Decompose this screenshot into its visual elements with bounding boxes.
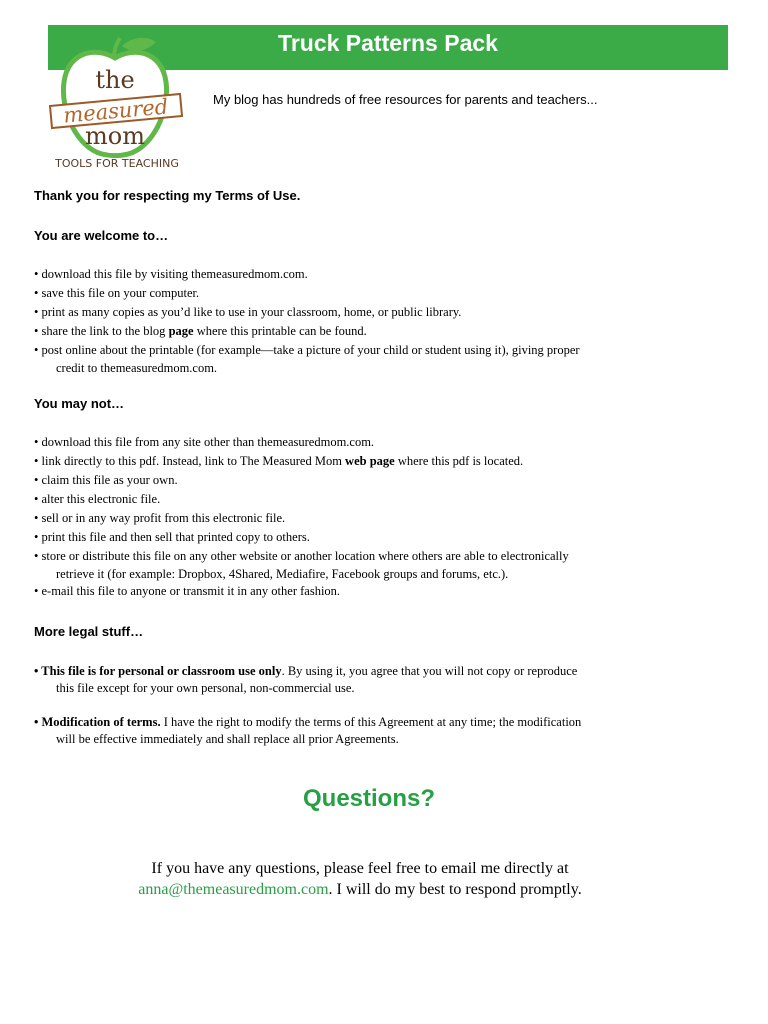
list-item: • e-mail this file to anyone or transmit it in any other fashion. (34, 584, 341, 598)
list-item (34, 547, 569, 582)
welcome-list (34, 265, 580, 376)
item-bold: web page (345, 454, 395, 468)
questions-heading: Questions? (302, 785, 435, 812)
welcome-heading: You are welcome to… (34, 228, 169, 243)
list-item: • print this file and then sell that printed copy to others. (34, 530, 310, 544)
list-item: • save this file on your computer. (34, 286, 200, 300)
item-bold: • Modification of terms. (34, 715, 161, 729)
list-item: • sell or in any way profit from this electronic file. (34, 511, 286, 525)
list-item: • download this file from any site other than themeasuredmom.com. (34, 435, 375, 449)
list-item (34, 452, 569, 471)
logo-word-measured: measured (62, 94, 170, 128)
item-continuation: retrieve it (for example: Dropbox, 4Shared, Mediafire, Facebook groups and forums, etc.). (56, 567, 509, 581)
maynot-heading: You may not… (34, 396, 125, 411)
item-text: . By using it, you agree that you will not copy or reproduce (281, 664, 578, 678)
list-item (34, 322, 580, 341)
item-continuation: will be effective immediately and shall replace all prior Agreements. (56, 732, 399, 746)
logo-subtitle: TOOLS FOR TEACHING (55, 157, 179, 170)
item-text: • post online about the printable (for example—take a picture of your child or student using it), giving proper (34, 343, 580, 357)
contact-paragraph (0, 858, 720, 900)
item-bold: • This file is for personal or classroom use only (34, 664, 282, 678)
item-text: I have the right to modify the terms of this Agreement at any time; the modification (160, 715, 582, 729)
list-item: • print as many copies as you’d like to use in your classroom, home, or public library. (34, 305, 462, 319)
item-continuation: credit to themeasuredmom.com. (56, 361, 218, 375)
maynot-list (34, 433, 569, 601)
terms-intro: Thank you for respecting my Terms of Use. (34, 188, 301, 203)
list-item: • claim this file as your own. (34, 473, 178, 487)
list-item (34, 341, 580, 376)
legal-heading: More legal stuff… (34, 624, 144, 639)
list-item: • download this file by visiting themeasuredmom.com. (34, 267, 308, 281)
blog-tagline: My blog has hundreds of free resources for parents and teachers... (213, 92, 598, 107)
item-bold: page (168, 324, 194, 338)
legal-item-personal-use (34, 662, 634, 697)
logo-word-mom: mom (85, 122, 145, 150)
item-text: where this printable can be found. (193, 324, 367, 338)
page-title: Truck Patterns Pack (278, 30, 498, 56)
item-text: • store or distribute this file on any other website or another location where others are able to electronically (34, 549, 569, 563)
contact-line: . I will do my best to respond promptly. (328, 881, 582, 898)
apple-logo-icon (40, 30, 190, 180)
legal-item-modification (34, 713, 634, 748)
contact-line: If you have any questions, please feel free to email me directly at (151, 860, 569, 877)
item-text: • share the link to the blog (34, 324, 169, 338)
item-text: • link directly to this pdf. Instead, link to The Measured Mom (34, 454, 346, 468)
list-item: • alter this electronic file. (34, 492, 161, 506)
logo-word-the: the (95, 66, 135, 94)
item-text: where this pdf is located. (394, 454, 524, 468)
email-link[interactable]: anna@themeasuredmom.com (138, 881, 329, 898)
item-continuation: this file except for your own personal, non-commercial use. (56, 681, 355, 695)
